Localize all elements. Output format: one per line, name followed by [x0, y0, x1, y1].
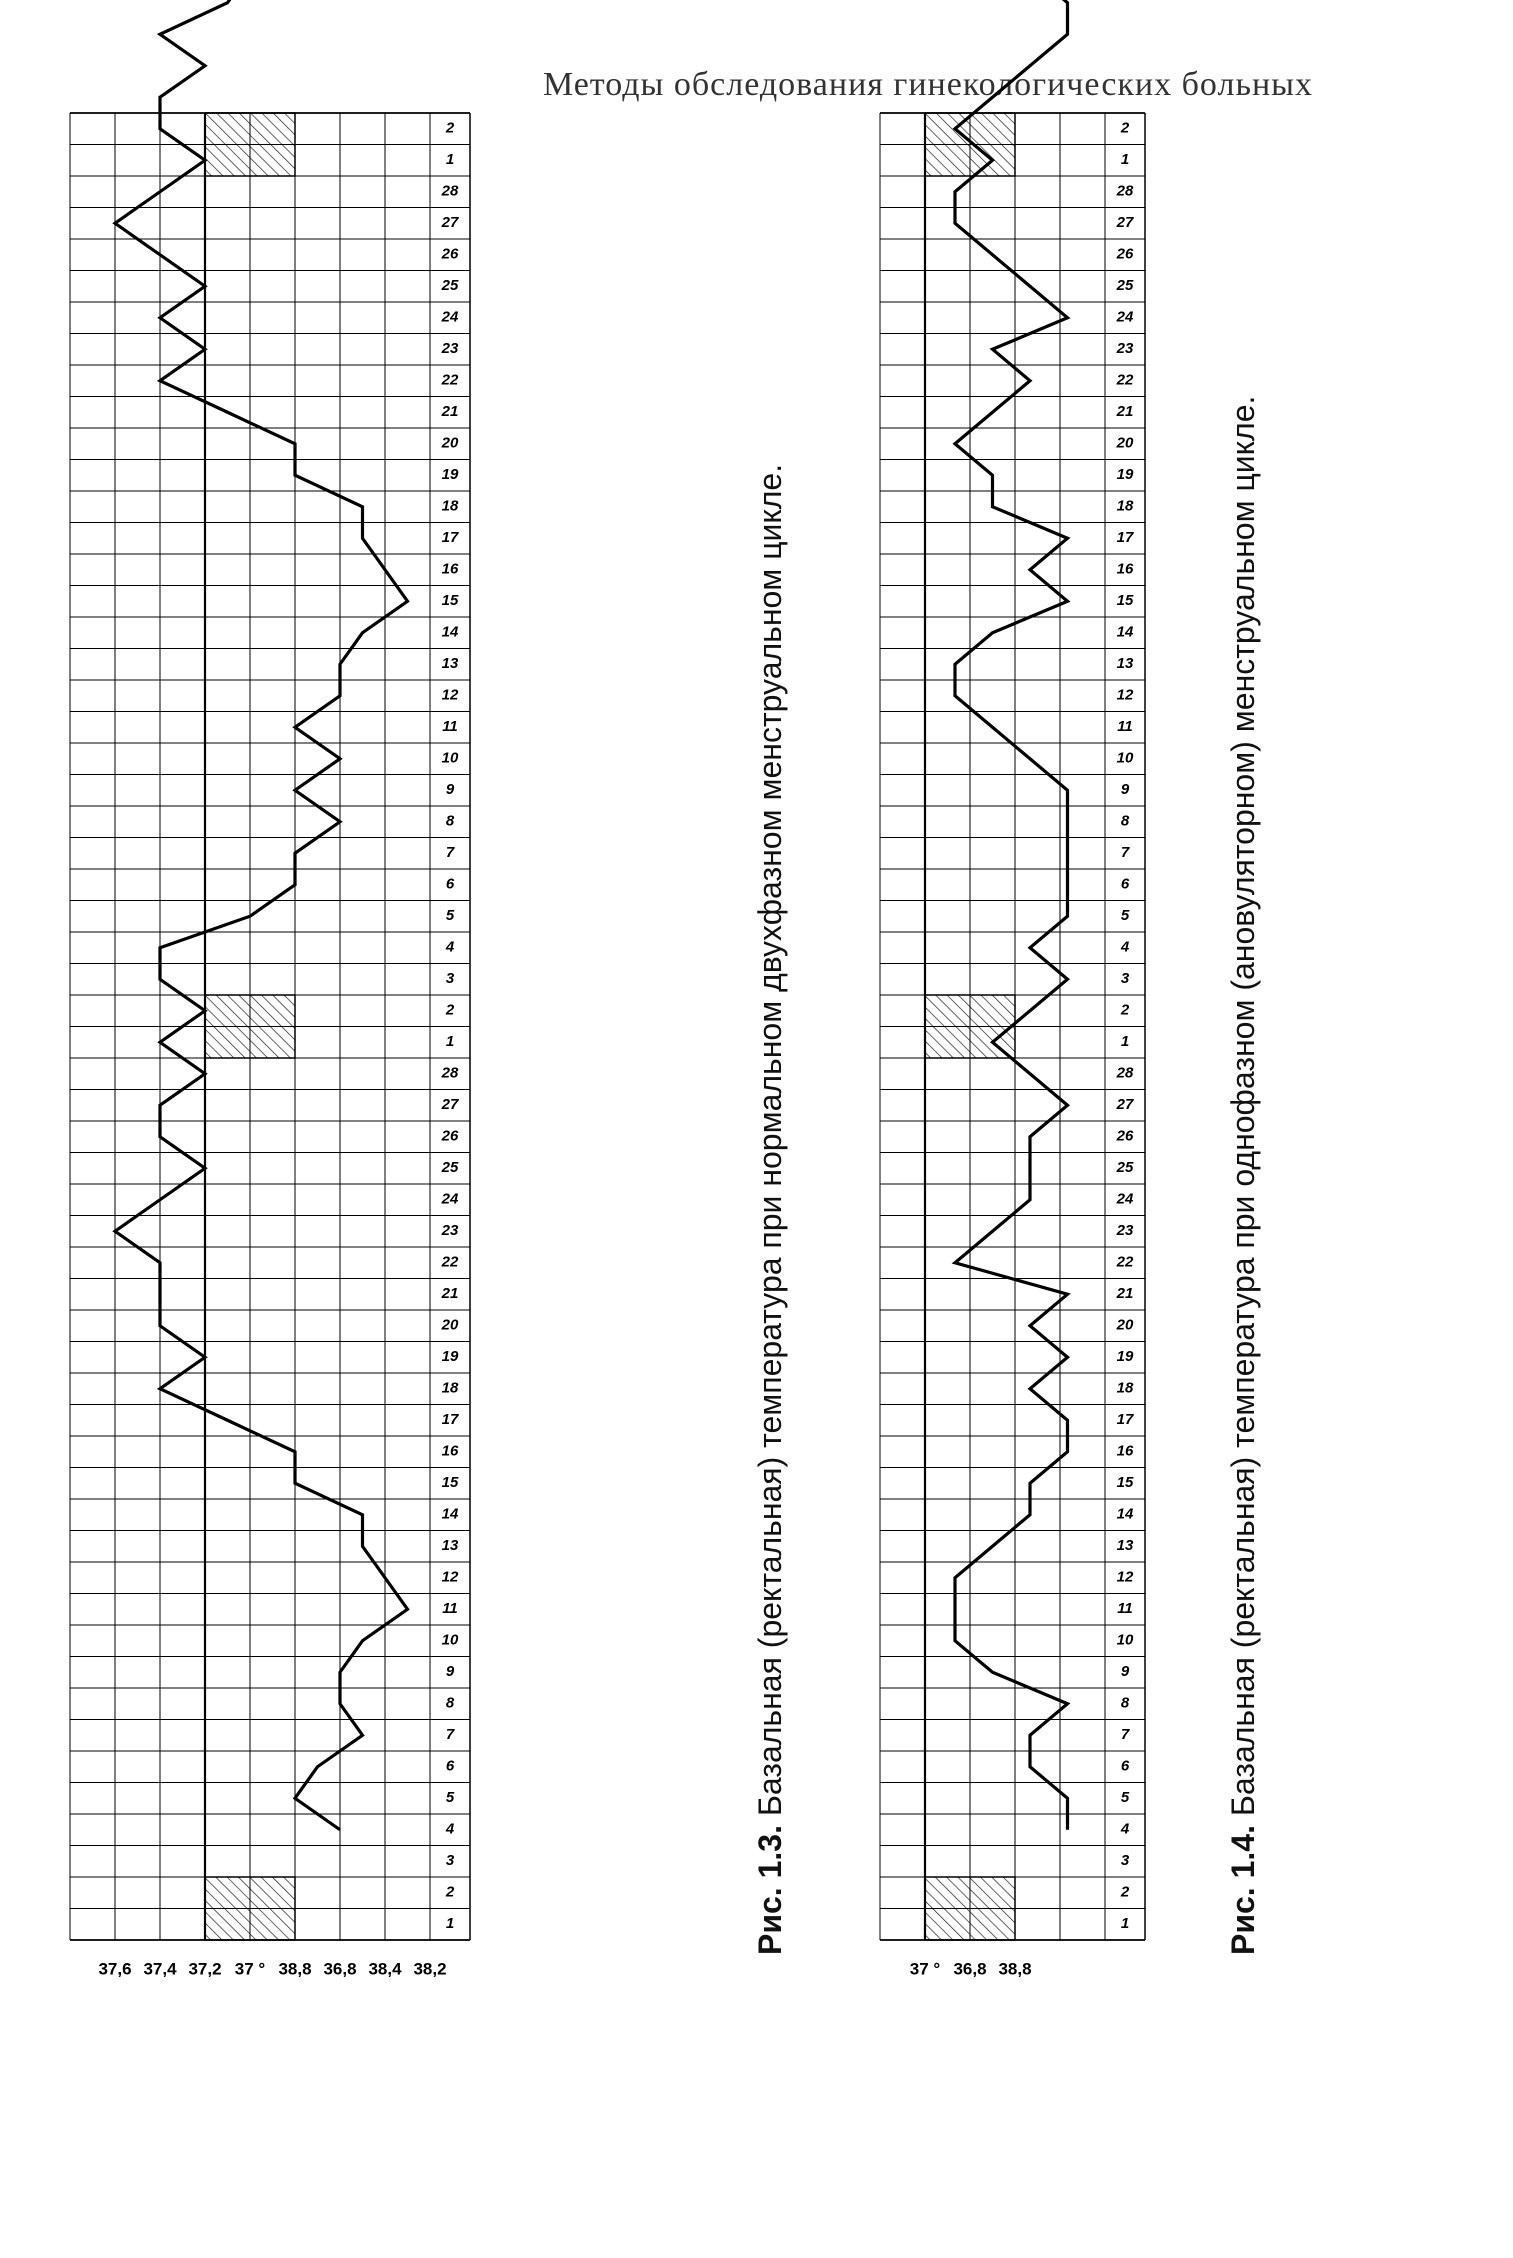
day-label: 10: [441, 1631, 459, 1649]
day-label: 7: [445, 1726, 455, 1744]
y-tick-label: 38,8: [998, 1959, 1032, 1979]
y-tick-label: 38,2: [413, 1959, 447, 1979]
day-label: 28: [441, 182, 459, 200]
day-label: 3: [1120, 970, 1130, 988]
day-label: 20: [441, 1316, 459, 1334]
caption-1-4-text: Базальная (ректальная) температура при однофазном (ановуляторном) менструальном цикле.: [1225, 395, 1261, 1817]
day-label: 2: [445, 119, 455, 137]
day-label: 5: [445, 1789, 455, 1807]
day-label: 22: [441, 1253, 459, 1271]
day-label: 15: [441, 1474, 459, 1492]
day-label: 7: [445, 844, 455, 862]
day-label: 16: [441, 1442, 459, 1460]
day-label: 11: [442, 1600, 458, 1618]
day-label: 14: [441, 1505, 459, 1523]
day-label: 2: [445, 1883, 455, 1901]
day-label: 22: [1116, 371, 1134, 389]
day-label: 17: [441, 1411, 459, 1429]
day-label: 2: [1120, 1001, 1130, 1019]
y-tick-label: 37 °: [234, 1959, 266, 1979]
day-label: 16: [1116, 560, 1134, 578]
day-label: 14: [1116, 1505, 1134, 1523]
day-label: 6: [1120, 1757, 1130, 1775]
day-label: 27: [441, 1096, 459, 1114]
day-label: 14: [1116, 623, 1134, 641]
day-label: 4: [1120, 938, 1130, 956]
day-label: 28: [441, 1064, 459, 1082]
day-label: 12: [441, 1568, 459, 1586]
y-tick-label: 38,4: [368, 1959, 402, 1979]
day-label: 18: [441, 1379, 459, 1397]
day-label: 16: [441, 560, 459, 578]
day-label: 5: [1120, 907, 1130, 925]
day-label: 24: [441, 308, 459, 326]
figure-1-4: [880, 119, 1215, 2060]
day-label: 6: [445, 1757, 455, 1775]
day-label: 28: [1116, 1064, 1134, 1082]
day-label: 12: [1116, 1568, 1134, 1586]
day-label: 13: [441, 655, 459, 673]
day-label: 1: [1120, 1033, 1130, 1051]
page-header: Методы обследования гинекологических больных: [542, 66, 1313, 103]
caption-1-3-number: Рис. 1.3.: [752, 1825, 788, 1955]
day-label: 8: [445, 1694, 455, 1712]
day-label: 18: [1116, 1379, 1134, 1397]
day-label: 4: [445, 938, 455, 956]
day-label: 8: [1120, 812, 1130, 830]
temperature-series-line: [955, 0, 1068, 1830]
day-label: 17: [1116, 529, 1134, 547]
chart-1-3: [70, 119, 650, 2060]
day-label: 10: [441, 749, 459, 767]
day-label: 3: [445, 1852, 455, 1870]
day-label: 15: [1116, 1474, 1134, 1492]
day-label: 21: [441, 1285, 459, 1303]
day-label: 18: [441, 497, 459, 515]
day-label: 1: [445, 151, 455, 169]
day-label: 13: [1116, 655, 1134, 673]
day-label: 4: [445, 1820, 455, 1838]
caption-1-4: [1225, 396, 1262, 1955]
y-tick-label: 37,2: [188, 1959, 222, 1979]
day-label: 2: [1120, 119, 1130, 137]
day-label: 11: [442, 718, 458, 736]
day-label: 22: [1116, 1253, 1134, 1271]
y-tick-label: 36,8: [953, 1959, 987, 1979]
day-label: 15: [441, 592, 459, 610]
day-label: 2: [1120, 1883, 1130, 1901]
day-label: 10: [1116, 749, 1134, 767]
temperature-series-line: [115, 0, 408, 1830]
day-label: 26: [1116, 1127, 1134, 1145]
caption-1-3-text: Базальная (ректальная) температура при нормальном двухфазном менструальном цикле.: [752, 463, 788, 1817]
day-label: 23: [441, 1222, 459, 1240]
day-label: 27: [441, 214, 459, 232]
day-label: 8: [445, 812, 455, 830]
day-label: 12: [1116, 686, 1134, 704]
day-label: 17: [1116, 1411, 1134, 1429]
day-label: 20: [1116, 434, 1134, 452]
y-tick-label: 38,8: [278, 1959, 312, 1979]
day-label: 24: [1116, 308, 1134, 326]
chart-1-4: [880, 119, 1210, 2060]
day-label: 19: [441, 466, 459, 484]
y-tick-label: 37,4: [143, 1959, 177, 1979]
day-label: 25: [1116, 1159, 1134, 1177]
day-label: 10: [1116, 1631, 1134, 1649]
day-label: 27: [1116, 1096, 1134, 1114]
caption-1-4-number: Рис. 1.4.: [1225, 1825, 1261, 1955]
day-label: 13: [1116, 1537, 1134, 1555]
day-label: 25: [1116, 277, 1134, 295]
day-label: 22: [441, 371, 459, 389]
day-label: 16: [1116, 1442, 1134, 1460]
day-label: 6: [1120, 875, 1130, 893]
day-label: 20: [441, 434, 459, 452]
day-label: 26: [441, 1127, 459, 1145]
day-label: 25: [441, 1159, 459, 1177]
day-label: 19: [1116, 1348, 1134, 1366]
day-label: 8: [1120, 1694, 1130, 1712]
day-label: 15: [1116, 592, 1134, 610]
day-label: 20: [1116, 1316, 1134, 1334]
day-label: 7: [1120, 844, 1130, 862]
day-label: 17: [441, 529, 459, 547]
day-label: 25: [441, 277, 459, 295]
day-label: 27: [1116, 214, 1134, 232]
y-tick-label: 37 °: [909, 1959, 941, 1979]
day-label: 5: [445, 907, 455, 925]
day-label: 12: [441, 686, 459, 704]
day-label: 6: [445, 875, 455, 893]
day-label: 24: [1116, 1190, 1134, 1208]
day-label: 23: [1116, 340, 1134, 358]
day-label: 14: [441, 623, 459, 641]
day-label: 1: [1120, 1915, 1130, 1933]
day-label: 9: [1120, 1663, 1130, 1681]
day-label: 4: [1120, 1820, 1130, 1838]
day-label: 21: [1116, 403, 1134, 421]
day-label: 3: [445, 970, 455, 988]
y-tick-label: 37,6: [98, 1959, 132, 1979]
day-label: 9: [445, 781, 455, 799]
day-label: 13: [441, 1537, 459, 1555]
day-label: 11: [1117, 718, 1133, 736]
day-label: 1: [445, 1915, 455, 1933]
day-label: 11: [1117, 1600, 1133, 1618]
day-label: 24: [441, 1190, 459, 1208]
day-label: 3: [1120, 1852, 1130, 1870]
day-label: 9: [1120, 781, 1130, 799]
day-label: 5: [1120, 1789, 1130, 1807]
y-tick-label: 36,8: [323, 1959, 357, 1979]
day-label: 19: [441, 1348, 459, 1366]
day-label: 18: [1116, 497, 1134, 515]
day-label: 19: [1116, 466, 1134, 484]
day-label: 1: [445, 1033, 455, 1051]
day-label: 21: [441, 403, 459, 421]
day-label: 1: [1120, 151, 1130, 169]
day-label: 9: [445, 1663, 455, 1681]
day-label: 23: [441, 340, 459, 358]
caption-1-3: [752, 464, 789, 1955]
day-label: 26: [441, 245, 459, 263]
day-label: 7: [1120, 1726, 1130, 1744]
day-label: 21: [1116, 1285, 1134, 1303]
figure-1-3: [70, 119, 655, 2060]
day-label: 23: [1116, 1222, 1134, 1240]
day-label: 28: [1116, 182, 1134, 200]
day-label: 2: [445, 1001, 455, 1019]
day-label: 26: [1116, 245, 1134, 263]
